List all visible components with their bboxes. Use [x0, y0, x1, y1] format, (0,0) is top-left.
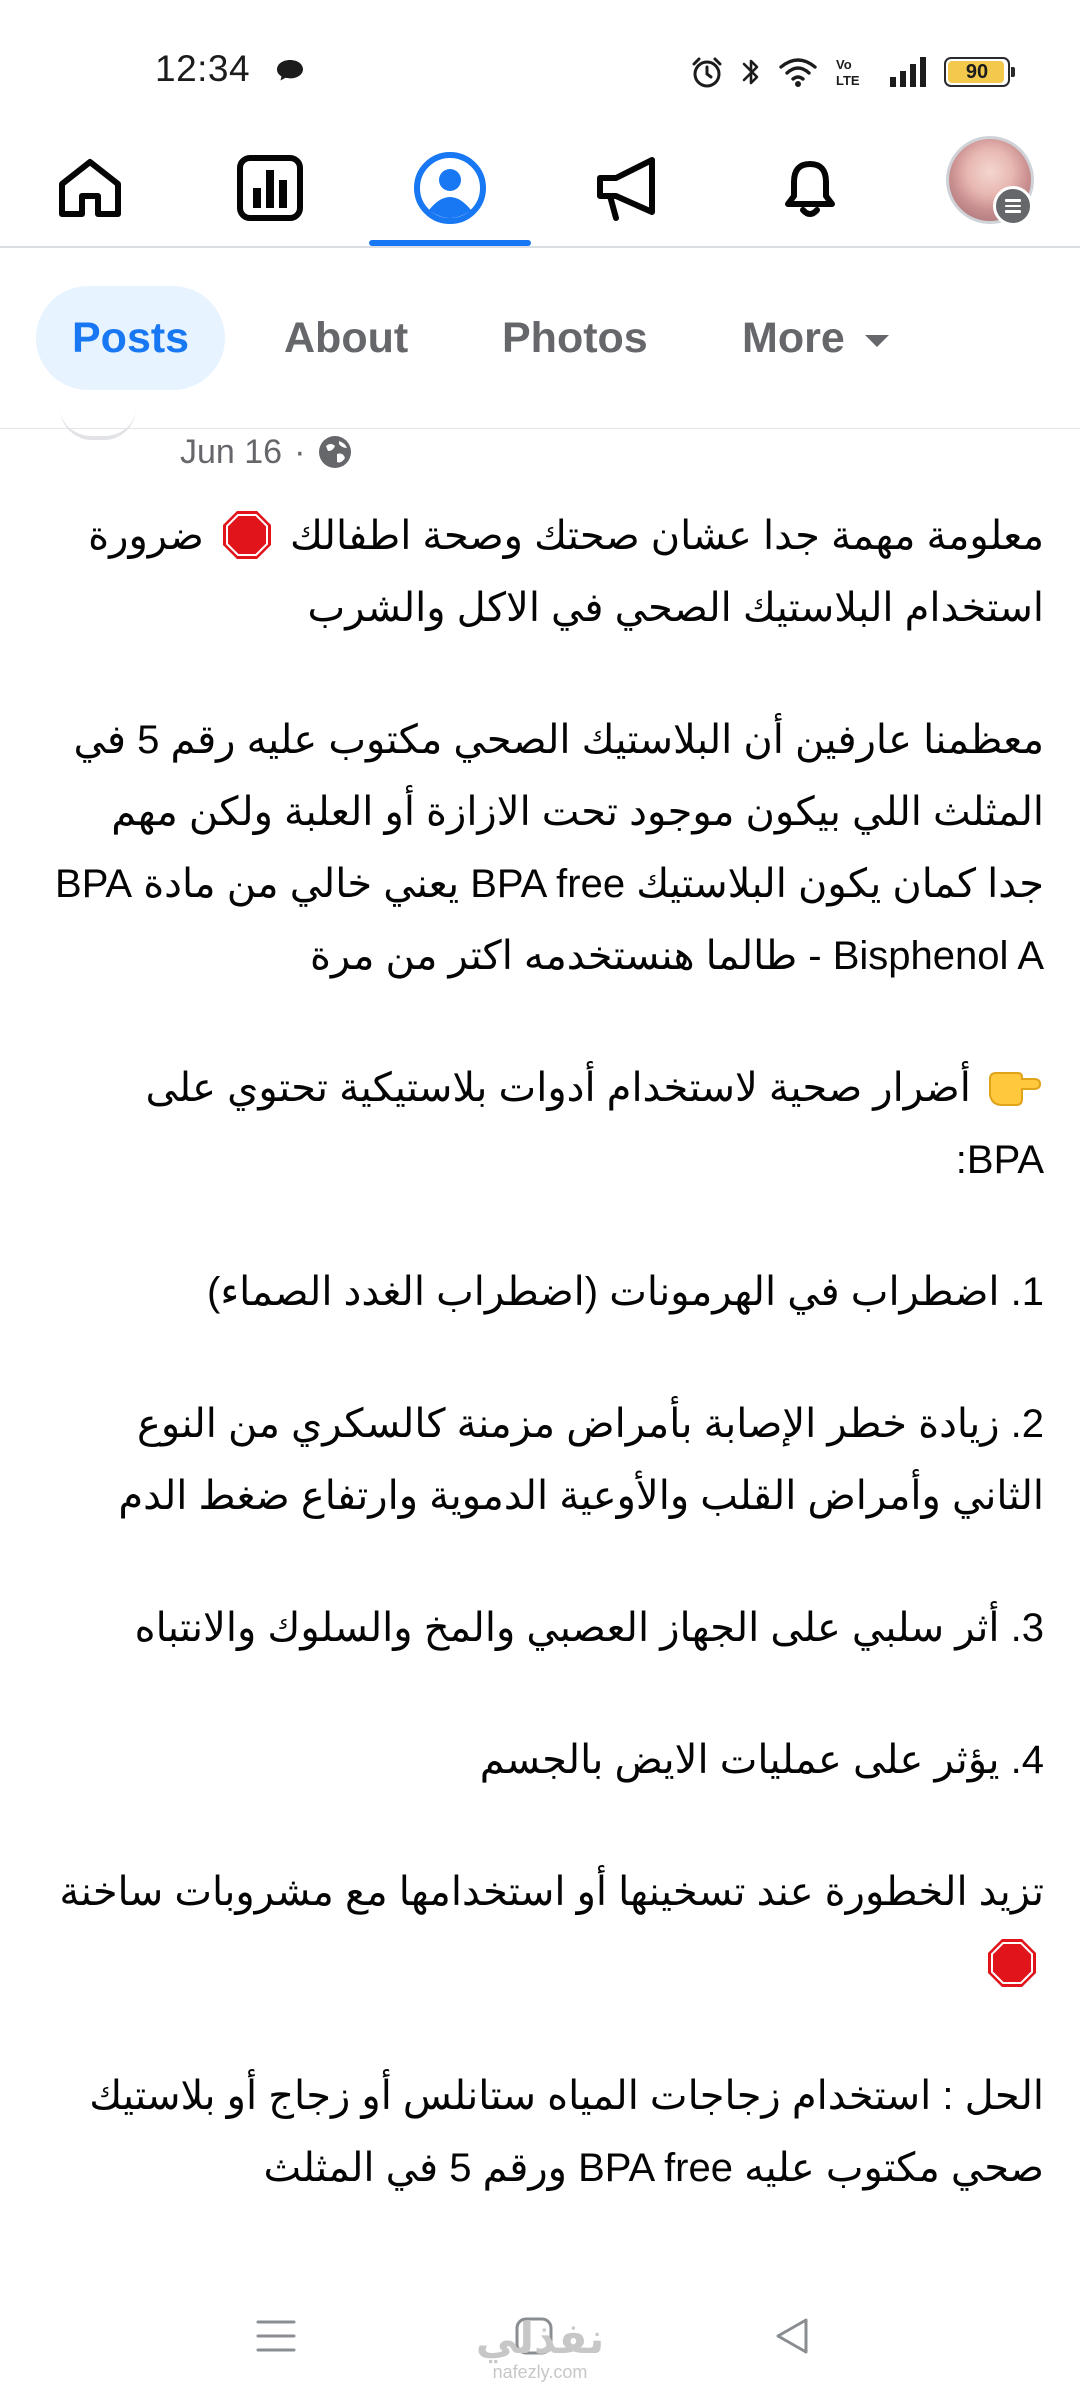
post-list-item-3: 3. أثر سلبي على الجهاز العصبي والمخ والسلوك والانتباه — [134, 1606, 1044, 1650]
home-icon — [54, 152, 126, 224]
volte-icon — [834, 55, 872, 89]
post-paragraph-4 — [52, 1856, 1044, 2000]
post-text-4: تزيد الخطورة عند تسخينها أو استخدامها مع مشروبات ساخنة — [59, 1870, 1044, 1914]
pointing-hand-emoji-icon — [988, 1063, 1044, 1109]
globe-icon — [317, 434, 353, 470]
signal-icon — [888, 55, 928, 89]
megaphone-icon — [592, 152, 668, 224]
bell-icon — [774, 152, 846, 224]
post-paragraph-5: الحل : استخدام زجاجات المياه ستانلس أو زجاج أو بلاستيك صحي مكتوب عليه BPA free ورقم 5 في المثلث — [89, 2074, 1044, 2190]
meta-separator: · — [294, 432, 306, 471]
watermark-arabic: نفذلي — [475, 2314, 605, 2363]
top-nav — [0, 130, 1080, 248]
tab-posts[interactable]: Posts — [36, 286, 225, 390]
svg-text:Vo: Vo — [836, 57, 852, 72]
profile-icon — [412, 150, 488, 226]
recent-apps-button[interactable] — [236, 2296, 316, 2376]
nav-notifications[interactable] — [730, 130, 890, 246]
tab-more-label: More — [742, 313, 845, 362]
menu-icon — [256, 2318, 296, 2354]
stop-sign-emoji-icon — [986, 1937, 1038, 1989]
wifi-icon — [778, 55, 818, 89]
nav-ads[interactable] — [550, 130, 710, 246]
nav-home[interactable] — [10, 130, 170, 246]
caret-down-icon — [865, 335, 889, 347]
menu-badge-icon[interactable] — [993, 186, 1033, 226]
post-list-item-4: 4. يؤثر على عمليات الايض بالجسم — [479, 1738, 1044, 1782]
back-icon — [772, 2316, 812, 2356]
bluetooth-icon — [740, 55, 762, 89]
nav-dashboard[interactable] — [190, 130, 350, 246]
status-bar — [0, 0, 1080, 130]
post-text-1b: ضرورة استخدام البلاستيك الصحي في الاكل والشرب — [88, 514, 1044, 630]
post-text-1a: معلومة مهمة جدا عشان صحتك وصحة اطفالك — [290, 514, 1044, 558]
tab-more[interactable] — [742, 286, 889, 390]
profile-tabs — [0, 248, 1080, 429]
post-paragraph-2: معظمنا عارفين أن البلاستيك الصحي مكتوب عليه رقم 5 في المثلث اللي بيكون موجود تحت الازازة أو العلبة ولكن مهم جدا كمان يكون البلاستيك BPA free يعني خالي من مادة BPA - Bisphenol A طالما هنستخدمه اكتر من مرة — [55, 718, 1044, 978]
post-meta — [180, 430, 353, 474]
post-paragraph-1 — [52, 500, 1044, 644]
watermark-latin: nafezly.com — [492, 2362, 588, 2382]
status-time: 12:34 — [155, 48, 251, 89]
post-date[interactable]: Jun 16 — [180, 432, 283, 471]
messenger-icon — [275, 58, 305, 82]
post-body — [52, 500, 1044, 2204]
status-icons — [690, 50, 1010, 94]
dashboard-icon — [234, 152, 306, 224]
tab-photos[interactable]: Photos — [502, 313, 648, 362]
post-author-avatar[interactable] — [60, 408, 136, 440]
battery-level: 90 — [965, 61, 989, 83]
battery-icon — [944, 57, 1010, 87]
nav-profile[interactable] — [370, 130, 530, 246]
watermark — [450, 2316, 630, 2382]
post-list-item-2: 2. زيادة خطر الإصابة بأمراض مزمنة كالسكري من النوع الثاني وأمراض القلب والأوعية الدموية وارتفاع ضغط الدم — [118, 1402, 1044, 1518]
svg-text:LTE: LTE — [836, 73, 860, 88]
post-text-3: أضرار صحية لاستخدام أدوات بلاستيكية تحتوي على BPA: — [145, 1066, 1044, 1182]
post-list-item-1: 1. اضطراب في الهرمونات (اضطراب الغدد الصماء) — [207, 1270, 1044, 1314]
stop-sign-emoji-icon — [221, 509, 273, 561]
post-paragraph-3 — [52, 1052, 1044, 1196]
tab-about[interactable]: About — [284, 313, 409, 362]
back-button[interactable] — [752, 2296, 832, 2376]
alarm-icon — [690, 55, 724, 89]
active-tab-indicator — [369, 240, 531, 246]
